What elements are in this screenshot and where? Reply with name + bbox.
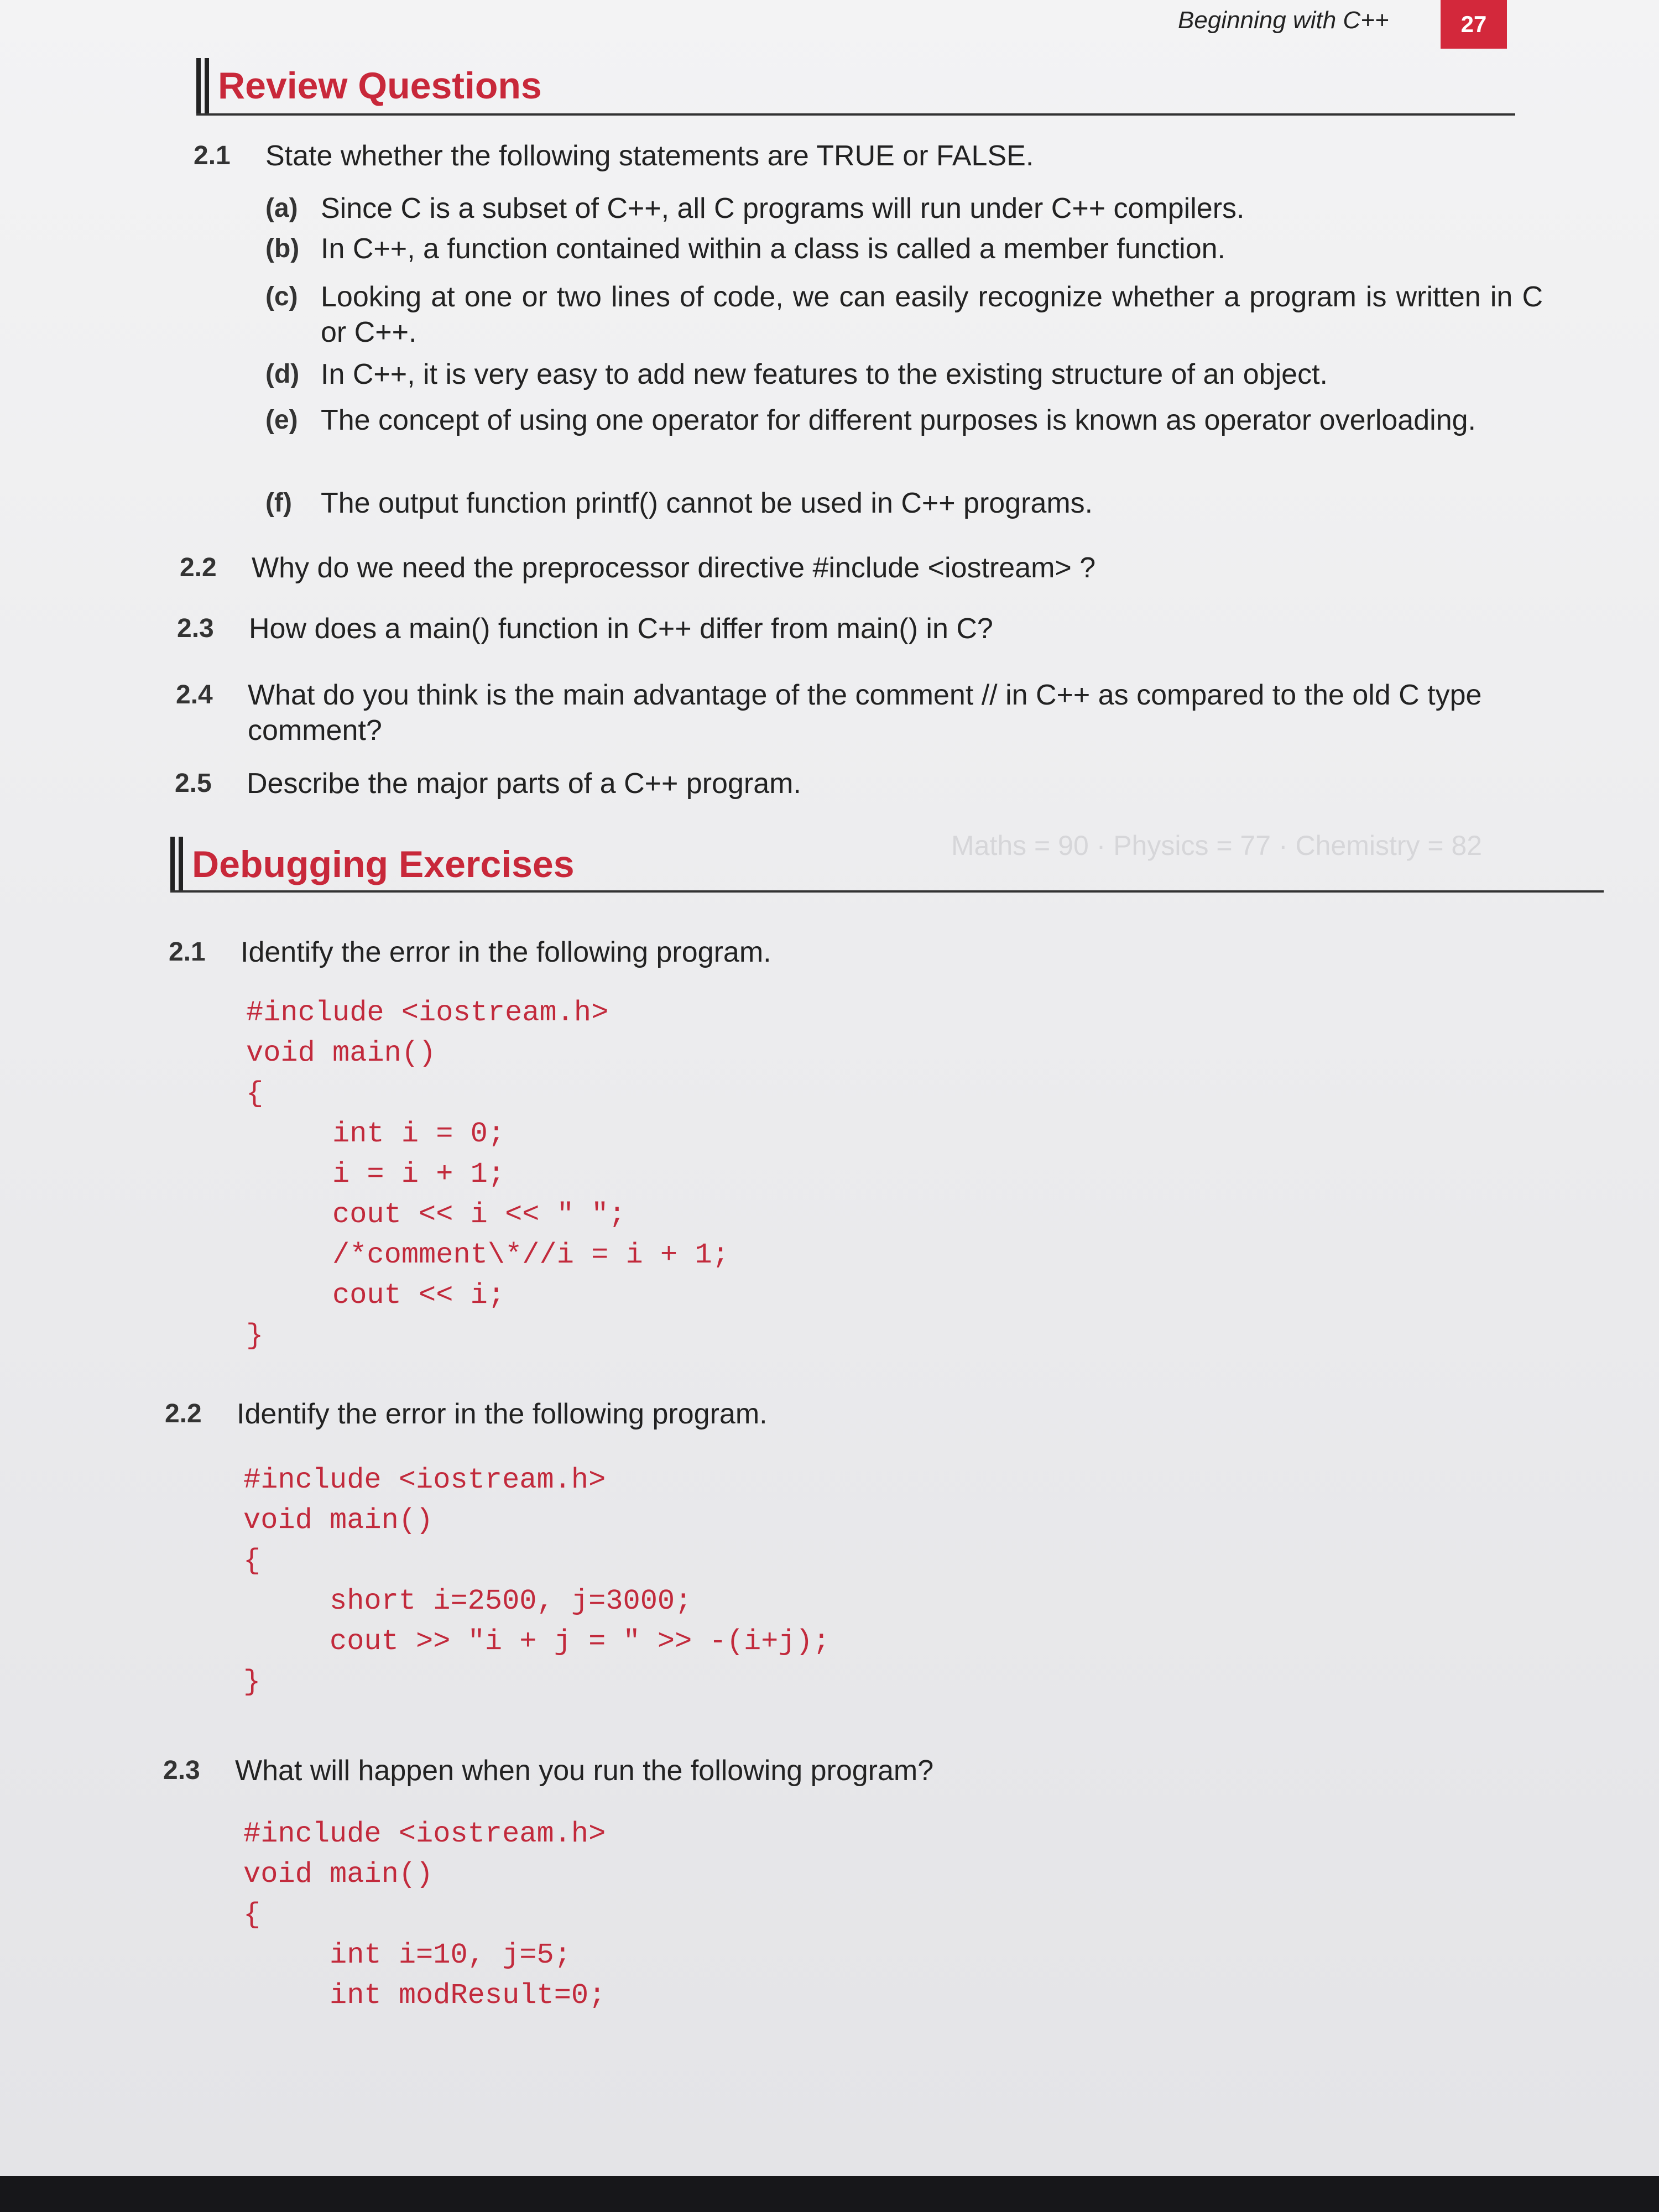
statement-item (265, 486, 1554, 524)
question-number: 2.2 (180, 553, 217, 582)
heading-label: Debugging Exercises (192, 843, 575, 885)
exercise-text: Identify the error in the following program. (241, 936, 771, 968)
code-line: cout << i << " "; (246, 1198, 626, 1231)
statement-item (265, 191, 1554, 229)
code-line: } (243, 1666, 261, 1698)
heading-bars-icon (196, 58, 209, 113)
review-questions-heading (196, 58, 542, 113)
item-text: In C++, it is very easy to add new features to the existing structure of an object. (321, 358, 1328, 390)
question-text: Why do we need the preprocessor directive #include <iostream> ? (252, 552, 1096, 584)
item-text: In C++, a function contained within a class is called a member function. (321, 233, 1225, 265)
code-line: void main() (243, 1504, 434, 1537)
heading-rule (196, 113, 1515, 116)
statement-item (265, 231, 1554, 270)
question-text: State whether the following statements are TRUE or FALSE. (265, 140, 1034, 172)
review-question (175, 766, 1557, 805)
exercise-number: 2.3 (163, 1756, 200, 1785)
exercise-number: 2.2 (165, 1399, 202, 1428)
show-through-text: Maths = 90 · Physics = 77 · Chemistry = 82 (951, 830, 1483, 861)
item-text: The output function printf() cannot be used in C++ programs. (321, 487, 1093, 519)
item-label: (a) (265, 194, 298, 223)
review-question (180, 550, 1562, 589)
item-label: (d) (265, 359, 300, 389)
exercise-text: What will happen when you run the following program? (235, 1755, 934, 1787)
question-text: Describe the major parts of a C++ program. (247, 768, 801, 800)
statement-item (265, 279, 1554, 351)
item-label: (b) (265, 234, 300, 263)
heading-rule (170, 890, 1604, 893)
code-line: } (246, 1319, 264, 1352)
debugging-exercise (169, 935, 1551, 973)
question-number: 2.3 (177, 614, 214, 643)
question-number: 2.5 (175, 769, 212, 798)
question-number: 2.1 (194, 141, 231, 170)
page-number: 27 (1441, 0, 1507, 49)
statement-item (265, 403, 1554, 474)
code-line: cout >> "i + j = " >> -(i+j); (243, 1625, 830, 1658)
exercise-text: Identify the error in the following program. (237, 1398, 768, 1430)
code-line: int i = 0; (246, 1118, 505, 1150)
review-question (177, 611, 1559, 650)
code-line: int modResult=0; (243, 1979, 606, 2012)
code-listing (243, 1460, 830, 1702)
item-label: (c) (265, 282, 298, 311)
code-line: void main() (243, 1858, 434, 1891)
code-listing (246, 993, 729, 1356)
item-label: (e) (265, 405, 298, 435)
code-line: { (246, 1077, 264, 1110)
code-line: #include <iostream.h> (246, 997, 609, 1029)
statement-item (265, 357, 1554, 395)
background-surface (0, 2176, 1659, 2212)
item-label: (f) (265, 488, 292, 518)
item-text: Looking at one or two lines of code, we can easily recognize whether a program is written in C or C++. (321, 281, 1543, 348)
code-line: /*comment\*//i = i + 1; (246, 1239, 729, 1271)
review-question (176, 677, 1614, 755)
question-number: 2.4 (176, 680, 213, 709)
debugging-exercise (165, 1396, 1547, 1435)
code-line: void main() (246, 1037, 436, 1070)
code-line: i = i + 1; (246, 1158, 505, 1191)
debugging-exercises-heading (170, 837, 575, 892)
exercise-number: 2.1 (169, 937, 206, 967)
question-text: How does a main() function in C++ differ from main() in C? (249, 613, 993, 645)
code-line: int i=10, j=5; (243, 1939, 571, 1971)
code-line: #include <iostream.h> (243, 1818, 606, 1850)
code-line: { (243, 1898, 261, 1931)
code-line: cout << i; (246, 1279, 505, 1312)
question-text: What do you think is the main advantage of the comment // in C++ as compared to the old C type comment? (248, 679, 1482, 747)
code-listing (243, 1814, 606, 2016)
heading-bars-icon (170, 837, 183, 892)
debugging-exercise (163, 1753, 1546, 1792)
item-text: The concept of using one operator for different purposes is known as operator overloading. (321, 404, 1476, 436)
code-line: short i=2500, j=3000; (243, 1585, 692, 1618)
code-line: { (243, 1545, 261, 1577)
heading-label: Review Questions (218, 65, 542, 107)
code-line: #include <iostream.h> (243, 1464, 606, 1496)
item-text: Since C is a subset of C++, all C programs will run under C++ compilers. (321, 192, 1245, 225)
running-head: Beginning with C++ (1178, 7, 1389, 34)
review-question (194, 138, 1576, 177)
